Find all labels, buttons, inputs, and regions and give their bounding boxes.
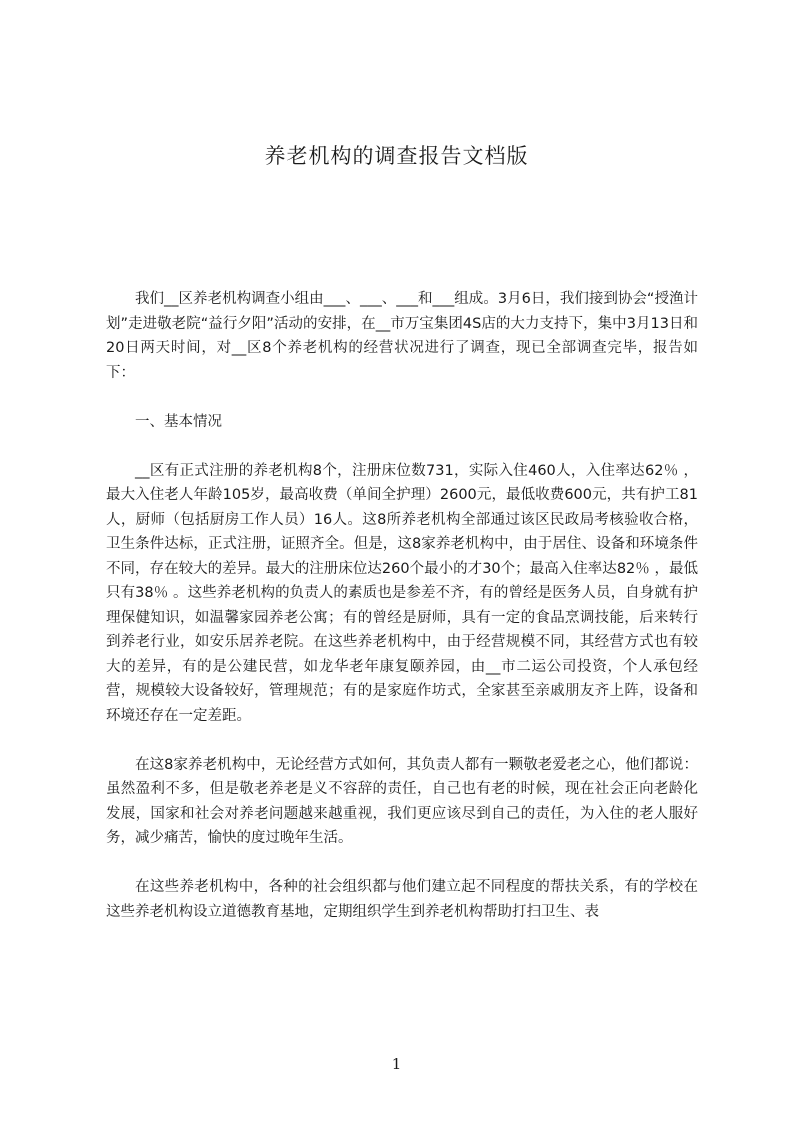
social-support-paragraph: 在这些养老机构中，各种的社会组织都与他们建立起不同程度的帮扶关系，有的学校在这些养老机构设立道德教育基地，定期组织学生到养老机构帮助打扫卫生、表 <box>106 879 698 920</box>
document-title: 养老机构的调查报告文档版 <box>264 144 529 168</box>
basic-info-paragraph: __区有正式注册的养老机构8个，注册床位数731，实际入住460人，入住率达62％ ，最大入住老人年龄105岁，最高收费（单间全护理）2600元，最低收费600元，共有护工81人，厨师（包括厨房工作人员）16人。这8所养老机构全部通过该区民政局考核验收合格，卫生条件达标，正式注册，证照齐全。但是，这8家养老机构中，由于居住、设备和环境条件不同，存在较大的差异。最大的注册床位达260个最小的才30个；最高入住率达82％ ，最低只有38％ 。这些养老机构的负责人的素质也是参差不齐，有的曾经是医务人员，自身就有护理保健知识，如温馨家园养老公寓；有的曾经是厨师，具有一定的食品烹调技能，后来转行到养老行业，如安乐居养老院。在这些养老机构中，由于经营规模不同，其经营方式也有较大的差异，有的是公建民营，如龙华老年康复颐养园，由__市二运公司投资，个人承包经营，规模较大设备较好，管理规范；有的是家庭作坊式，全家甚至亲戚朋友齐上阵，设备和环境还存在一定差距。 <box>106 462 698 724</box>
managers-attitude-paragraph: 在这8家养老机构中，无论经营方式如何，其负责人都有一颗敬老爱老之心，他们都说：虽然盈利不多，但是敬老养老是义不容辞的责任，自己也有老的时候，现在社会正向老龄化发展，国家和社会对养老问题越来越重视，我们更应该尽到自己的责任，为入住的老人服好务，减少痛苦，愉快的度过晚年生活。 <box>106 756 698 846</box>
paragraph-spacer <box>106 728 698 753</box>
intro-paragraph: 我们__区养老机构调查小组由___、___、___和___组成。3月6日，我们接到协会“授渔计划”走进敬老院“益行夕阳”活动的安排，在__市万宝集团4S店的大力支持下，集中3月13日和20日两天时间，对__区8个养老机构的经营状况进行了调查，现已全部调查完毕，报告如下： <box>106 291 698 381</box>
page-number: 1 <box>391 1055 402 1073</box>
paragraph-spacer <box>106 385 698 410</box>
section-heading-basic-info: 一、基本情况 <box>135 413 222 430</box>
document-body <box>106 287 698 924</box>
paragraph-spacer <box>106 851 698 876</box>
paragraph-spacer <box>106 434 698 459</box>
